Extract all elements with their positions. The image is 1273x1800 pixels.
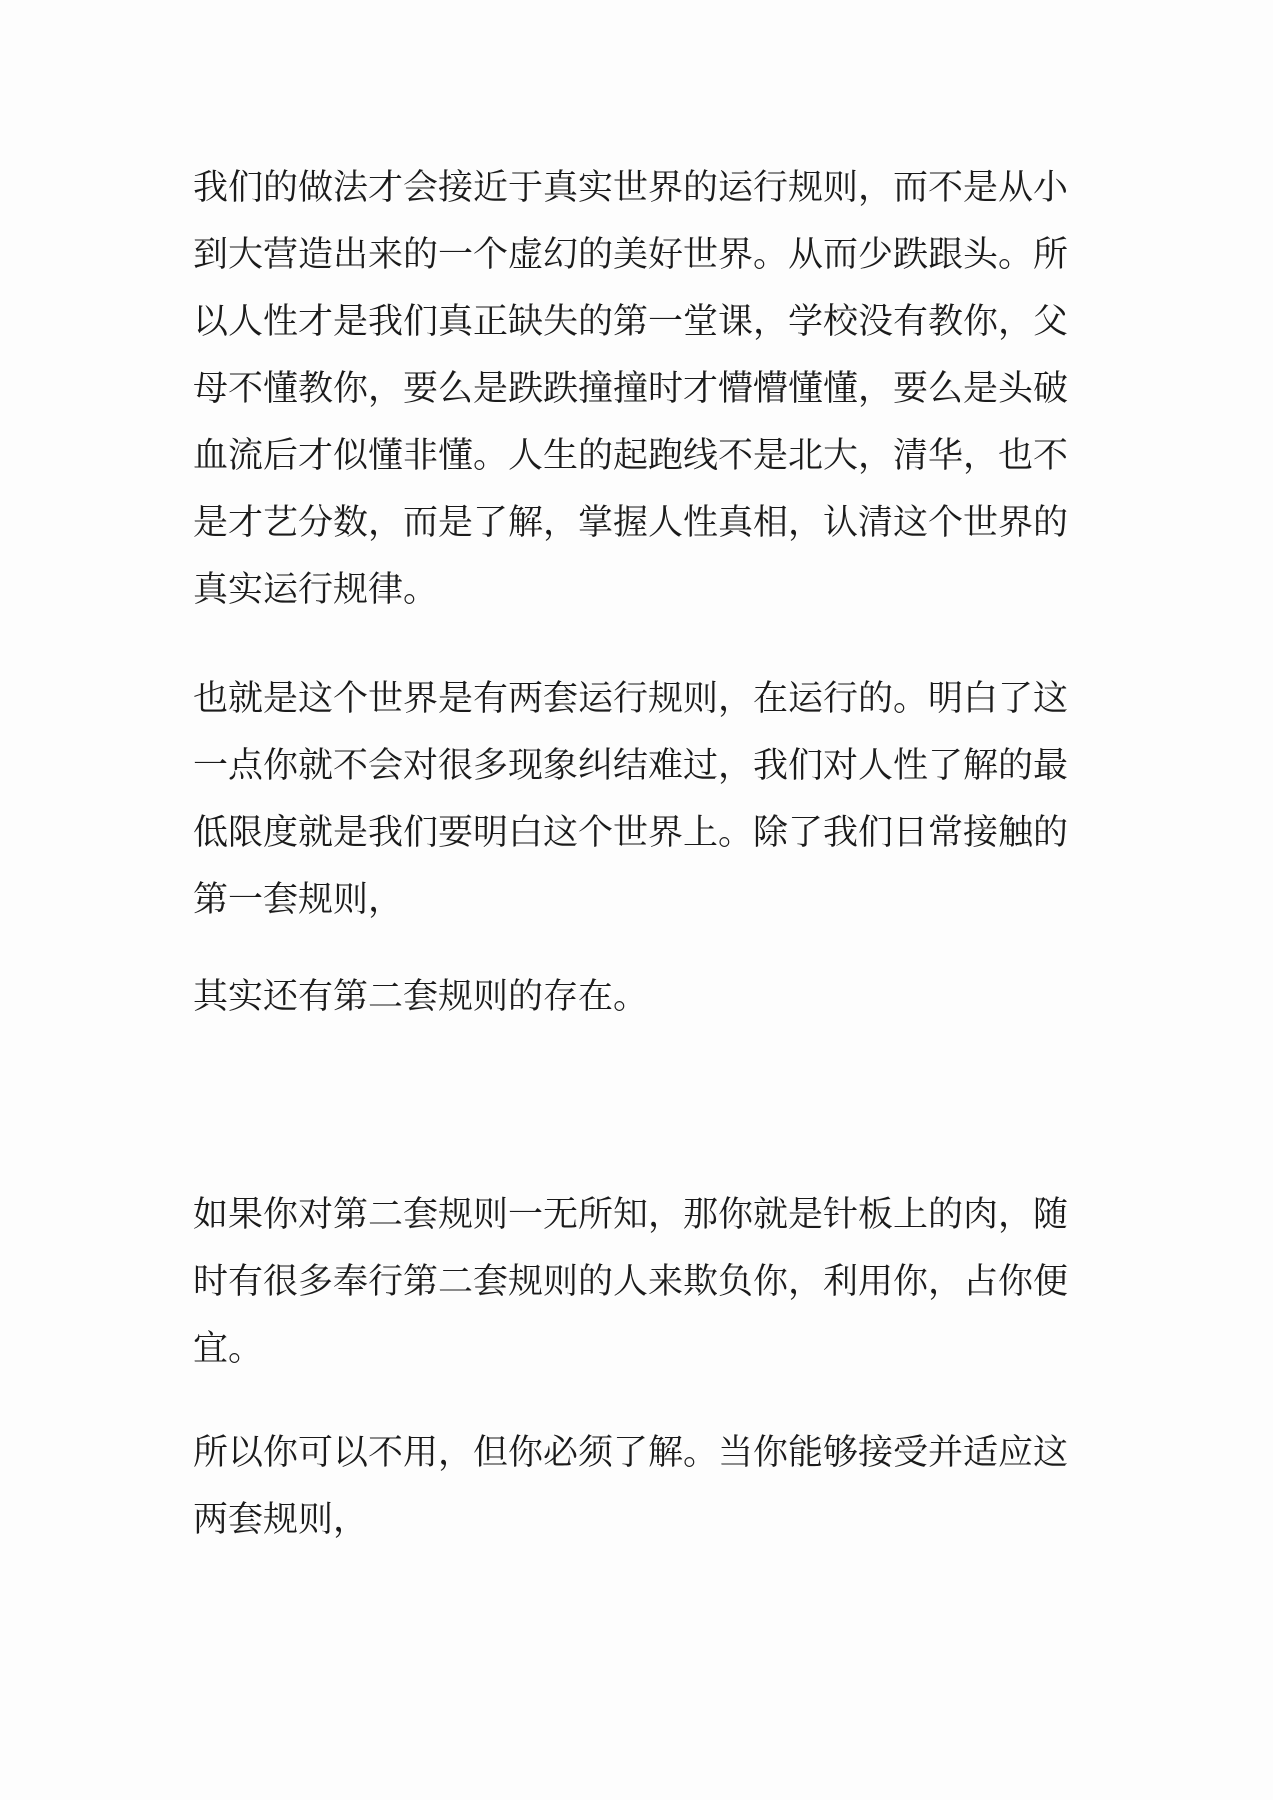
text-line: 两套规则，: [193, 1500, 369, 1540]
text-line: 一点你就不会对很多现象纠结难过，我们对人性了解的最: [193, 746, 1069, 786]
text-line: 如果你对第二套规则一无所知，那你就是针板上的肉，随: [193, 1195, 1069, 1235]
text-line: 母不懂教你，要么是跌跌撞撞时才懵懵懂懂，要么是头破: [193, 369, 1069, 409]
paragraph-5: [193, 1420, 1083, 1554]
paragraph-2: [193, 666, 1083, 934]
text-line: 也就是这个世界是有两套运行规则，在运行的。明白了这: [193, 679, 1069, 719]
text-line: 低限度就是我们要明白这个世界上。除了我们日常接触的: [193, 813, 1069, 853]
text-line: 血流后才似懂非懂。人生的起跑线不是北大，清华，也不: [193, 436, 1069, 476]
text-line: 时有很多奉行第二套规则的人来欺负你，利用你，占你便: [193, 1262, 1069, 1302]
text-line: 宜。: [193, 1329, 264, 1369]
text-line: 第一套规则，: [193, 880, 404, 920]
text-line: 真实运行规律。: [193, 570, 439, 610]
text-line: 所以你可以不用，但你必须了解。当你能够接受并适应这: [193, 1433, 1069, 1473]
paragraph-4: [193, 1182, 1083, 1383]
paragraph-3: [193, 964, 1083, 1031]
paragraph-1: [193, 155, 1083, 624]
text-line: 以人性才是我们真正缺失的第一堂课，学校没有教你，父: [193, 302, 1069, 342]
text-line: 其实还有第二套规则的存在。: [193, 977, 649, 1017]
text-line: 到大营造出来的一个虚幻的美好世界。从而少跌跟头。所: [193, 235, 1069, 275]
text-line: 我们的做法才会接近于真实世界的运行规则，而不是从小: [193, 168, 1069, 208]
text-line: 是才艺分数，而是了解，掌握人性真相，认清这个世界的: [193, 503, 1069, 543]
